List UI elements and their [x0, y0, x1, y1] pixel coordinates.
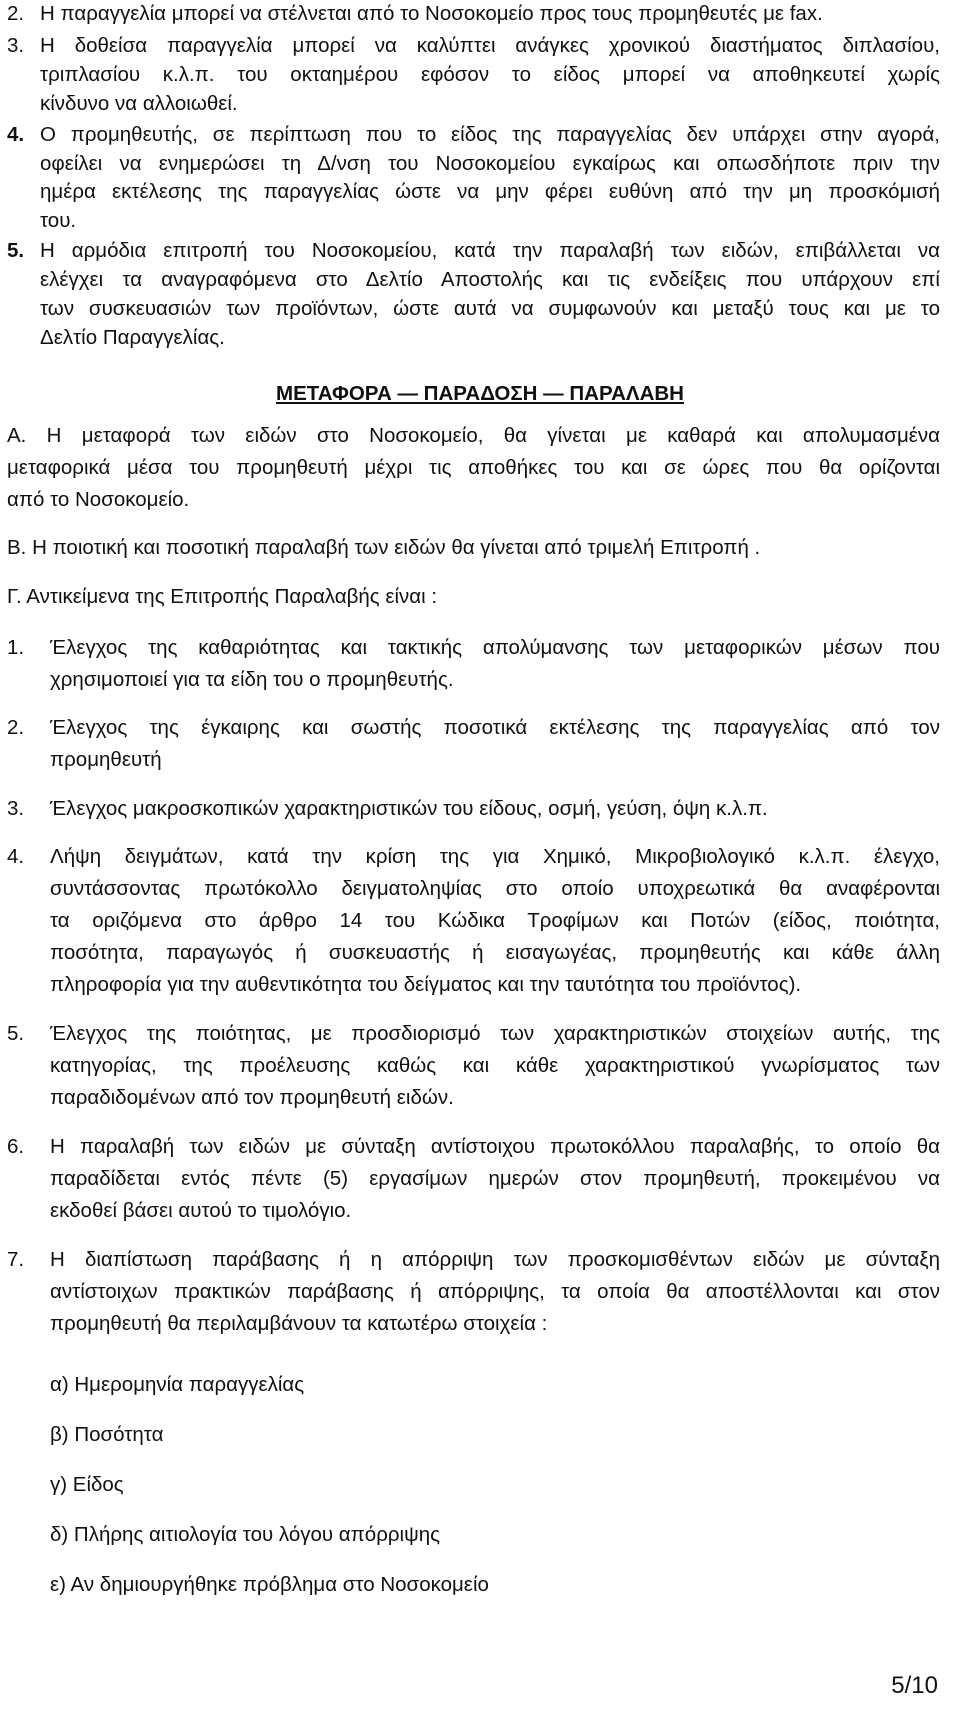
item-number: 1.	[7, 636, 25, 659]
item-text-line: κίνδυνο να αλλοιωθεί.	[40, 92, 238, 115]
item-text-line: προμηθευτή	[50, 748, 162, 771]
item-text-line: του.	[40, 209, 77, 232]
item-number: 3.	[7, 797, 25, 820]
item-number: 3.	[7, 34, 25, 57]
item-text-line: των συσκευασιών των προϊόντων, ώστε αυτά να συμφωνούν και μεταξύ τους και με το	[40, 297, 940, 320]
item-text-line: Η αρμόδια επιτροπή του Νοσοκομείου, κατά την παραλαβή των ειδών, επιβάλλεται να	[40, 239, 940, 262]
item-number: 5.	[7, 1022, 25, 1045]
sub-item: β) Ποσότητα	[50, 1423, 164, 1446]
item-text-line: ημέρα εκτέλεσης της παραγγελίας ώστε να μην φέρει ευθύνη από την μη προσκόμισή	[40, 180, 940, 203]
item-text-line: αντίστοιχων πρακτικών παράβασης ή απόρριψης, τα οποία θα αποστέλλονται και στον	[50, 1280, 940, 1303]
paragraph-line: από το Νοσοκομείο.	[7, 488, 190, 511]
item-number: 2.	[7, 2, 25, 25]
sub-item: γ) Είδος	[50, 1473, 124, 1496]
paragraph-line: μεταφορικά μέσα του προμηθευτή μέχρι τις αποθήκες του και σε ώρες που θα ορίζονται	[7, 456, 940, 479]
section-heading: ΜΕΤΑΦΟΡΑ — ΠΑΡΑΔΟΣΗ — ΠΑΡΑΛΑΒΗ	[276, 382, 684, 405]
item-number: 5.	[7, 239, 25, 262]
sub-item: α) Ημερομηνία παραγγελίας	[50, 1373, 305, 1396]
page-number: 5/10	[891, 1672, 938, 1699]
item-text-line: ελέγχει τα αναγραφόμενα στο Δελτίο Αποστολής και τις ενδείξεις που υπάρχουν επί	[40, 268, 940, 291]
item-text-line: ποσότητα, παραγωγός ή συσκευαστής ή εισαγωγέας, προμηθευτής και κάθε άλλη	[50, 941, 940, 964]
sub-item: δ) Πλήρης αιτιολογία του λόγου απόρριψης	[50, 1523, 440, 1546]
paragraph-b: Β. Η ποιοτική και ποσοτική παραλαβή των ειδών θα γίνεται από τριμελή Επιτροπή .	[7, 536, 761, 559]
sub-item: ε) Αν δημιουργήθηκε πρόβλημα στο Νοσοκομείο	[50, 1573, 489, 1596]
item-text-line: χρησιμοποιεί για τα είδη του ο προμηθευτής.	[50, 668, 454, 691]
item-text-line: Έλεγχος της έγκαιρης και σωστής ποσοτικά εκτέλεσης της παραγγελίας από τον	[50, 716, 940, 739]
item-text-line: κατηγορίας, της προέλευσης καθώς και κάθε χαρακτηριστικού γνωρίσματος των	[50, 1054, 940, 1077]
item-number: 6.	[7, 1135, 25, 1158]
item-text-line: Η δοθείσα παραγγελία μπορεί να καλύπτει ανάγκες χρονικού διαστήματος διπλασίου,	[40, 34, 940, 57]
item-text-line: Ο προμηθευτής, σε περίπτωση που το είδος της παραγγελίας δεν υπάρχει στην αγορά,	[40, 123, 940, 146]
item-text-line: συντάσσοντας πρωτόκολλο δειγματοληψίας στο οποίο υποχρεωτικά θα αναφέρονται	[50, 877, 940, 900]
item-text-line: Έλεγχος μακροσκοπικών χαρακτηριστικών του είδους, οσμή, γεύση, όψη κ.λ.π.	[50, 797, 768, 820]
paragraph-c: Γ. Αντικείμενα της Επιτροπής Παραλαβής είναι :	[7, 585, 438, 608]
item-text-line: Έλεγχος της ποιότητας, με προσδιορισμό των χαρακτηριστικών στοιχείων αυτής, της	[50, 1022, 940, 1045]
paragraph-line: Α. Η μεταφορά των ειδών στο Νοσοκομείο, θα γίνεται με καθαρά και απολυμασμένα	[7, 424, 940, 447]
item-text-line: προμηθευτή θα περιλαμβάνουν τα κατωτέρω στοιχεία :	[50, 1312, 548, 1335]
item-number: 2.	[7, 716, 25, 739]
item-text-line: Δελτίο Παραγγελίας.	[40, 326, 225, 349]
item-text-line: τριπλασίου κ.λ.π. του οκταημέρου εφόσον το είδος μπορεί να αποθηκευτεί χωρίς	[40, 63, 940, 86]
item-text-line: εκδοθεί βάσει αυτού το τιμολόγιο.	[50, 1199, 352, 1222]
item-text-line: Η παραγγελία μπορεί να στέλνεται από το Νοσοκομείο προς τους προμηθευτές με fax.	[40, 2, 823, 25]
item-text-line: πληροφορία για την αυθεντικότητα του δείγματος και την ταυτότητα του προϊόντος).	[50, 973, 802, 996]
item-text-line: παραδίδεται εντός πέντε (5) εργασίμων ημερών στον προμηθευτή, προκειμένου να	[50, 1167, 940, 1190]
item-number: 7.	[7, 1248, 25, 1271]
item-text-line: Λήψη δειγμάτων, κατά την κρίση της για Χημικό, Μικροβιολογικό κ.λ.π. έλεγχο,	[50, 845, 940, 868]
item-text-line: τα οριζόμενα στο άρθρο 14 του Κώδικα Τροφίμων και Ποτών (είδος, ποιότητα,	[50, 909, 940, 932]
item-text-line: Η παραλαβή των ειδών με σύνταξη αντίστοιχου πρωτοκόλλου παραλαβής, το οποίο θα	[50, 1135, 940, 1158]
item-number: 4.	[7, 123, 25, 146]
item-number: 4.	[7, 845, 25, 868]
item-text-line: Η διαπίστωση παράβασης ή η απόρριψη των προσκομισθέντων ειδών με σύνταξη	[50, 1248, 940, 1271]
item-text-line: Έλεγχος της καθαριότητας και τακτικής απολύμανσης των μεταφορικών μέσων που	[50, 636, 940, 659]
item-text-line: οφείλει να ενημερώσει τη Δ/νση του Νοσοκομείου εγκαίρως και οπωσδήποτε πριν την	[40, 152, 940, 175]
item-text-line: παραδιδομένων από τον προμηθευτή ειδών.	[50, 1086, 454, 1109]
